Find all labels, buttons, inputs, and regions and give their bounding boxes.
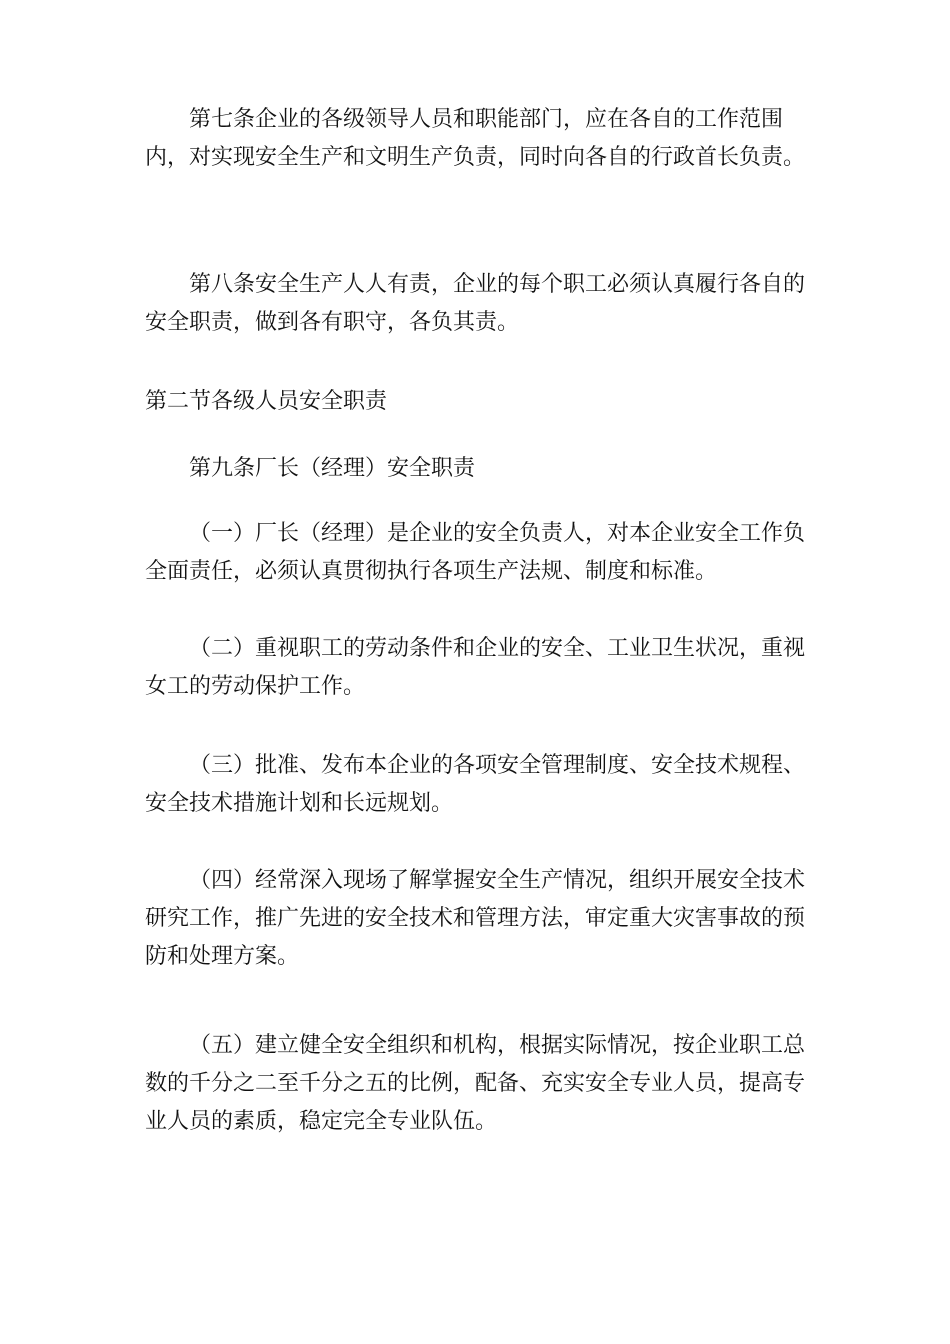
item-4-paragraph: （四）经常深入现场了解掌握安全生产情况，组织开展安全技术研究工作，推广先进的安全技术和管理方法，审定重大灾害事故的预防和处理方案。 xyxy=(145,868,806,969)
item-3-paragraph: （三）批准、发布本企业的各项安全管理制度、安全技术规程、安全技术措施计划和长远规划。 xyxy=(145,753,806,816)
section-2-heading: 第二节各级人员安全职责 xyxy=(145,389,388,414)
article-8-paragraph: 第八条安全生产人人有责，企业的每个职工必须认真履行各自的安全职责，做到各有职守，各负其责。 xyxy=(145,272,806,335)
article-7-paragraph: 第七条企业的各级领导人员和职能部门，应在各自的工作范围内，对实现安全生产和文明生产负责，同时向各自的行政首长负责。 xyxy=(145,107,806,170)
item-5-paragraph: （五）建立健全安全组织和机构，根据实际情况，按企业职工总数的千分之二至千分之五的比例，配备、充实安全专业人员，提高专业人员的素质，稳定完全专业队伍。 xyxy=(145,1033,806,1134)
item-1-paragraph: （一）厂长（经理）是企业的安全负责人，对本企业安全工作负全面责任，必须认真贯彻执行各项生产法规、制度和标准。 xyxy=(145,521,806,584)
item-2-paragraph: （二）重视职工的劳动条件和企业的安全、工业卫生状况，重视女工的劳动保护工作。 xyxy=(145,636,806,699)
article-9-heading: 第九条厂长（经理）安全职责 xyxy=(189,456,476,481)
